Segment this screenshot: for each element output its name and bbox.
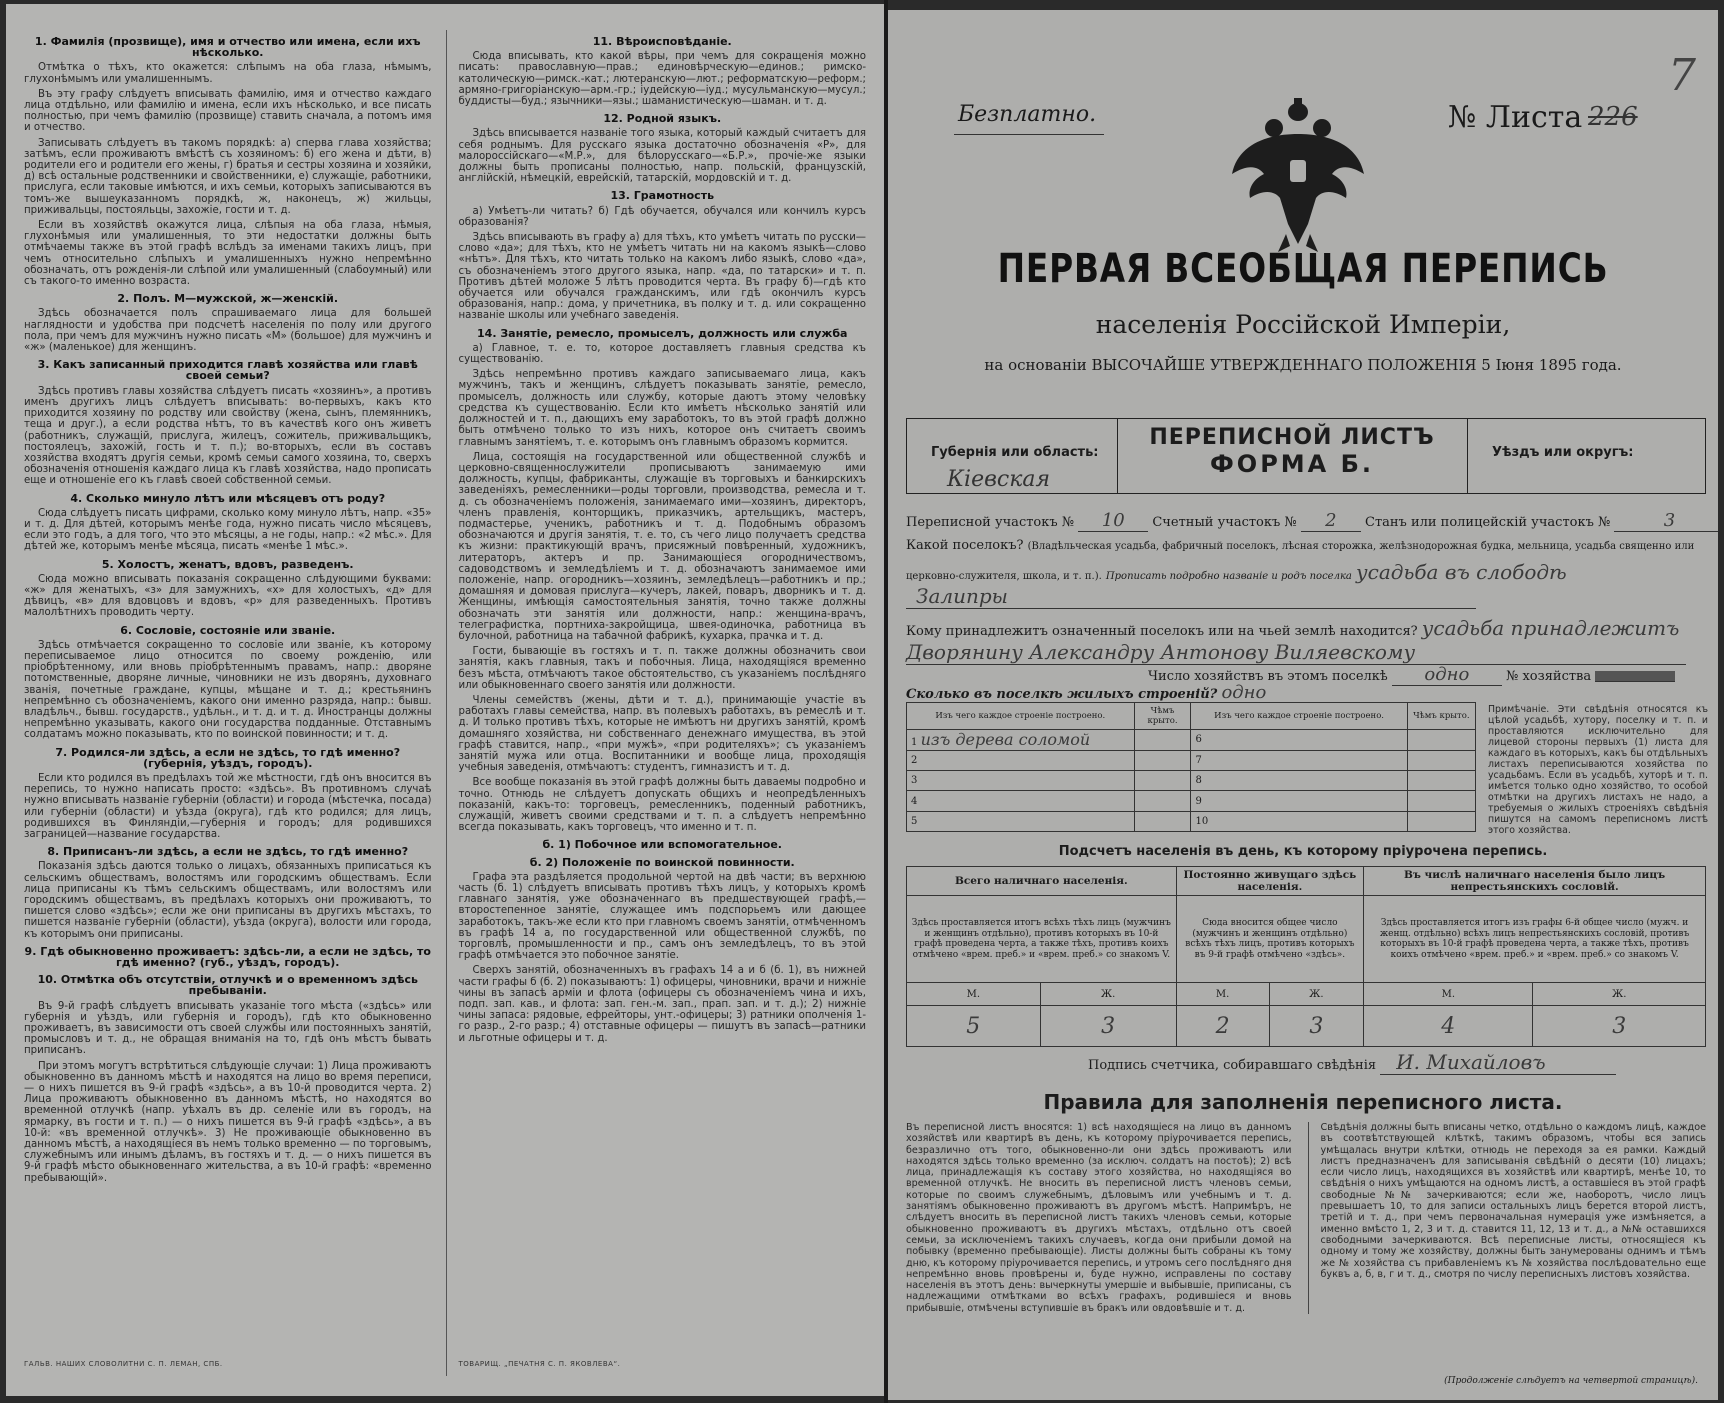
- header-box: [906, 418, 1706, 494]
- paragraph: Здѣсь вписывается названіе того языка, который каждый считаетъ для себя роднымъ. Для русскаго языка достаточно обозначенія «Р», для малороссійскаго—«М.Р.», для бѣлорусскаго—«Б.Р.», прочіе-же языки должны быть прописаны полностью, напр. польскій, французскій, англійскій, нѣмецкій, еврейскій, татарскій, мордовскій и т. д.: [458, 128, 866, 185]
- guberniya-label: Губернія или область:: [931, 445, 1099, 460]
- signature-line: Подпись счетчика, собиравшаго свѣдѣнія И. Михайловъ: [1088, 1050, 1616, 1075]
- paragraph: При этомъ могутъ встрѣтиться слѣдующіе случаи: 1) Лица проживаютъ обыкновенно въ данномъ мѣстѣ и находятся на лицо во время переписи, — о нихъ пишется въ 9-й графѣ «здѣсь», а въ 10-й проводится черта. 2) Лица проживаютъ обыкновенно въ данномъ мѣстѣ, но находятся во временной отлучкѣ (напр. уѣхалъ въ др. селеніе или въ городъ, на ярмарку, въ гости и т. п.) — о нихъ пишется въ 9-й графѣ «здѣсь», а въ 10-й: «въ временной отлучкѣ». 3) Не проживающіе обыкновенно въ данномъ мѣстѣ, а находящіеся въ немъ только временно — по торговымъ, служебнымъ или инымъ дѣламъ, въ гостяхъ и т. д. — о нихъ пишется въ 9-й графѣ мѣсто обыкновеннаго жительства, а въ 10-й графѣ: «временно пребывающій».: [24, 1060, 432, 1184]
- list-title-cell: [1117, 419, 1467, 493]
- settlement-line-2: церковно-служителя, школа, и т. п.). Прописать подробно названіе и родъ поселка усадьба въ слободѣ: [906, 560, 1567, 584]
- table-row: 4 9: [907, 791, 1476, 811]
- paragraph: Лица, состоящія на государственной или общественной службѣ и церковно-священнослужители прописываютъ занимаемую ими должность, купцы, фабриканты, служащіе въ торговыхъ и банкирскихъ заведеніяхъ, ремесленники—роды торговли, производства, ремесла и т. д. съ обозначеніемъ положенія, занимаемаго ими—хозяинъ, директоръ, членъ правленія, конторщикъ, приказчикъ, артельщикъ, мастеръ, подмастерье, ученикъ, работникъ и т. д. Подобнымъ образомъ обозначаются и другія занятія, т. е. то, съ чего лицо получаетъ средства къ жизни: практикующій врачъ, присяжный повѣренный, художникъ, литераторъ, актеръ и пр. Занимающіеся огородничествомъ, садоводствомъ и земледѣліемъ и т. д. обозначаютъ занимаемое ими положеніе, напр. огородникъ—хозяинъ, земледѣлецъ—работникъ и пр.; домашняя и домовая прислуга—кучеръ, лакей, поваръ, дворникъ и т. д. Женщины, имѣющія самостоятельныя занятія, точно также должны обозначать эти занятія или должности, напр.: женщина-врачъ, телеграфистка, портниха-закройщица, швея-одиночка, работница въ булочной, работница на табачной фабрикѣ, кухарка, прачка и т. д.: [458, 451, 866, 642]
- free-label: Безплатно.: [958, 102, 1097, 127]
- paragraph: Все вообще показанія въ этой графѣ должны быть даваемы подробно и точно. Отнюдь не слѣдуетъ допускать общихъ и неопредѣленныхъ показаній, какъ-то: торговецъ, ремесленникъ, поденный работникъ, служащій, живетъ своими средствами и т. п. а слѣдуетъ непремѣнно всегда показывать, какъ торговецъ, что именно и т. п.: [458, 777, 866, 834]
- form-subtitle: населенія Россійской Имперіи,: [1095, 310, 1511, 339]
- household-count-value: одно: [1392, 664, 1502, 686]
- resident-male: 2: [1176, 1006, 1269, 1047]
- census-district-value: 10: [1078, 510, 1148, 532]
- paragraph: Графа эта раздѣляется продольной чертой на двѣ части; въ верхнюю часть (б. 1) слѣдуетъ вписывать противъ тѣхъ лицъ, у которыхъ кромѣ главнаго занятія, уже обозначеннаго въ предшествующей графѣ,—второстепенное занятіе, служащее имъ подспорьемъ или дающее заработокъ, такъ-же если кто при главномъ своемъ занятіи, отмѣченномъ въ графѣ 14 а, по государственной или общественной службѣ, по торговлѣ, промышленности и пр., самъ онъ земледѣлецъ, то въ этой графѣ отмѣчается это побочное занятіе.: [458, 871, 866, 962]
- police-district-value: 3: [1614, 510, 1718, 532]
- section-heading: б. 1) Побочное или вспомогательное.: [542, 838, 782, 852]
- total-female: 3: [1040, 1006, 1176, 1047]
- section-heading: 7. Родился-ли здѣсь, а если не здѣсь, то гдѣ именно? (губернія, уѣздъ, городъ).: [55, 745, 401, 770]
- rules-column-1: Въ переписной листъ вносятся: 1) всѣ находящіеся на лицо въ данномъ хозяйствѣ или квартирѣ въ день, къ которому пріурочивается перепись, безразлично отъ того, обыкновенно-ли они здѣсь проживаютъ или находятся здѣсь только временно (за исключ. солдатъ на постоѣ); 2) всѣ лица, принадлежащія къ составу этого хозяйства, но находящіяся во временной отлучкѣ. Не вносить въ переписной листъ членовъ семьи, которые по своимъ служебнымъ, дѣловымъ или учебнымъ и т. д. занятіямъ обыкновенно проживаютъ въ другомъ мѣстѣ. Напримѣръ, не слѣдуетъ вносить въ переписной листъ такихъ членовъ семьи, которые обыкновенно проживаютъ въ другихъ мѣстахъ, отдѣльно отъ своей семьи, за исключеніемъ такихъ случаевъ, когда они прибыли домой на побывку (временно пребывающіе). Листы должны быть собраны къ тому дню, къ которому пріурочивается перепись, и утромъ сего послѣдняго дня непремѣнно вновь провѣрены и, буде нужно, исправлены по составу населенія въ этотъ день: вычеркнуты умершіе и выбывшіе, приписаны, съ надлежащими отмѣтками во всѣхъ графахъ, родившіеся и вновь прибывшіе, отмѣчены вступившіе въ бракъ или овдовѣвшіе и т. д.: [906, 1122, 1292, 1314]
- section-heading: 3. Какъ записанный приходится главѣ хозяйства или главѣ своей семьи?: [37, 358, 418, 383]
- buildings-table: Изъ чего каждое строеніе построено. Чѣмъ крыто. Изъ чего каждое строеніе построено. Чѣмъ крыто. 1 изъ дерева соломой 6 2 7 3 8 4 9 5 10: [906, 702, 1476, 832]
- section-heading: 5. Холостъ, женатъ, вдовъ, разведенъ.: [101, 557, 354, 571]
- settlement-value: усадьба въ слободѣ: [1356, 560, 1567, 584]
- owner-line: Кому принадлежитъ означенный поселокъ или на чьей землѣ находится? усадьба принадлежитъ: [906, 616, 1680, 640]
- list-title: ПЕРЕПИСНОЙ ЛИСТЪ: [1149, 425, 1435, 450]
- paragraph: а) Умѣетъ-ли читать? б) Гдѣ обучается, обучался или кончилъ курсъ образованія?: [458, 205, 866, 228]
- population-title: Подсчетъ населенія въ день, къ которому пріурочена перепись.: [1058, 844, 1548, 859]
- owner-value-2: Дворянину Александру Антонову Виляевскому: [906, 640, 1686, 665]
- form-title: ПЕРВАЯ ВСЕОБЩАЯ ПЕРЕПИСЬ: [997, 246, 1609, 292]
- section-heading: 2. Полъ. М—мужской, ж—женскій.: [117, 292, 339, 306]
- nonpeasant-male: 4: [1364, 1006, 1533, 1047]
- paragraph: Здѣсь противъ главы хозяйства слѣдуетъ писать «хозяинъ», а противъ именъ другихъ лицъ слѣдуетъ вписывать: во-первыхъ, какъ кто приходится хозяину по родству или свойству (жена, сынъ, племянникъ, теща и друг.), а если родства нѣтъ, то въ качествѣ кого онъ живетъ (работникъ, служащій, прислуга, жилецъ, сожитель, приживальщикъ, постоялецъ, захожій, гость и т. п.); во-вторыхъ, если въ составъ хозяйства входятъ другія семьи, кромѣ семьи самого хозяина, то, сверхъ обозначенія отношенія каждаго лица къ главѣ хозяйства, надо прописать еще и отношеніе его къ главѣ своей собственной семьи.: [24, 385, 432, 487]
- owner-value: усадьба принадлежитъ: [1421, 616, 1680, 640]
- section-heading: 1. Фамилія (прозвище), имя и отчество или имена, если ихъ нѣсколько.: [34, 35, 421, 60]
- uezd-label: Уѣздъ или округъ:: [1492, 445, 1634, 460]
- paragraph: Сюда слѣдуетъ писать цифрами, сколько кому минуло лѣтъ, напр. «35» и т. д. Для дѣтей, которымъ менѣе года, нужно писать число мѣсяцевъ, если это годъ, а для того, что это мѣсяцы, а не годы, напр.: «2 мѣс.». Для дѣтей же, которымъ менѣе мѣсяца, писать «менѣе 1 мѣс.».: [24, 507, 432, 553]
- paragraph: Члены семействъ (жены, дѣти и т. д.), принимающіе участіе въ работахъ главы семейства, напр. въ полевыхъ работахъ, въ ремеслѣ и т. д. И только противъ тѣхъ, которые не имѣютъ ни другихъ занятій, кромѣ домашняго хозяйства, ни собственнаго денежнаго имущества, въ этой графѣ ставится, напр., «при мужѣ», «при родителяхъ»; съ указаніемъ занятій мужа или отца. Воспитанники и вообще лица, проходящія учебныя заведенія, отмѣчаютъ: студентъ, гимназистъ и т. д.: [458, 694, 866, 774]
- uezd-cell: [1467, 419, 1708, 493]
- paragraph: Гости, бывающіе въ гостяхъ и т. п. также должны обозначить свои занятія, какъ главныя, такъ и побочныя. Лица, находящіяся временно безъ мѣста, отмѣчаютъ такое обстоятельство, съ указаніемъ послѣдняго или обыкновеннаго своего занятія или должности.: [458, 646, 866, 691]
- building-1-value: изъ дерева соломой: [920, 730, 1091, 750]
- form-b-title: ФОРМА Б.: [1209, 450, 1374, 478]
- section-heading: 9. Гдѣ обыкновенно проживаетъ: здѣсь-ли, а если не здѣсь, то гдѣ именно? (губ., уѣздъ, городъ).: [24, 944, 431, 970]
- sheet-number-value: 226: [1588, 102, 1638, 132]
- paragraph: Здѣсь отмѣчается сокращенно то сословіе или званіе, къ которому переписываемое лицо относится по своему рожденію, или пріобрѣтенному, или вновь пріобрѣтеннымъ правамъ, напр.: дворяне потомственные, дворяне личные, чиновники не изъ дворянъ, духовнаго званія, почетные граждане, купцы, мѣщане и т. д.; крестьянинъ непремѣнно съ обозначеніемъ, какого они именно разряда, напр.: бывш. владѣльч., бывш. государств., удѣльн., и т. д. и т. д. Иностранцы должны непремѣнно указывать, какого они государства подданные. Отставнымъ солдатамъ можно показывать, кто по воинской повинности; и т. д.: [24, 639, 432, 741]
- census-form-page: [888, 10, 1718, 1400]
- corner-number: 7: [1668, 50, 1696, 101]
- household-number-redacted: [1595, 671, 1675, 682]
- paragraph: Показанія здѣсь даются только о лицахъ, обязанныхъ приписаться къ сельскимъ обществамъ, волостямъ или городскимъ обществамъ. Если лица приписаны къ тѣмъ сельскимъ обществамъ, или волостямъ или городскимъ обществамъ, въ предѣлахъ которыхъ они проживаютъ, то пишется слово «здѣсь»; если же они приписаны въ другихъ мѣстахъ, то пишется названіе губерніи (области), уѣзда (округа), волости или города, къ которымъ они приписаны.: [24, 861, 432, 940]
- guberniya-cell: [907, 419, 1118, 493]
- section-heading: 10. Отмѣтка объ отсутствіи, отлучкѣ и о временномъ здѣсь пребываніи.: [37, 973, 418, 998]
- section-heading: 6. Сословіе, состояніе или званіе.: [120, 623, 336, 637]
- section-heading: 14. Занятіе, ремесло, промыселъ, должность или служба: [477, 326, 848, 340]
- section-heading: 8. Приписанъ-ли здѣсь, а если не здѣсь, то гдѣ именно?: [47, 845, 409, 859]
- owner-line-2: [906, 640, 1686, 665]
- table-row: 5 10: [907, 811, 1476, 831]
- paragraph: а) Главное, т. е. то, которое доставляетъ главныя средства къ существованію.: [458, 342, 866, 366]
- rules-column-2: Свѣдѣнія должны быть вписаны четко, отдѣльно о каждомъ лицѣ, каждое въ соотвѣтствующей клѣткѣ, такимъ образомъ, чтобы вся запись умѣщалась внутри клѣтки, отнюдь не переходя за ея рамки. Каждый листъ предназначенъ для записыванія свѣдѣній о десяти (10) лицахъ; если число лицъ, находящихся въ хозяйствѣ или квартирѣ, менѣе 10, то свѣдѣнія о нихъ умѣщаются на одномъ листѣ, а оставшіеся въ этой графѣ свободные №№ зачеркиваются; если же, наоборотъ, число лицъ превышаетъ 10, то для записи остальныхъ лицъ берется второй листъ, третій и т. д., при чемъ первоначальная нумерація уже измѣняется, а именно вмѣсто 1, 2, 3 и т. д. ставится 11, 12, 13 и т. д., а №№ оставшихся свободными зачеркиваются. Всѣ переписные листы, относящіеся къ одному и тому же хозяйству, должны быть занумерованы однимъ и тѣмъ же № хозяйства съ прибавленіемъ къ № хозяйства послѣдовательно еще буквъ а, б, в, г и т. д., смотря по числу переписныхъ листовъ хозяйства.: [1308, 1122, 1707, 1314]
- section-heading: 11. Вѣроисповѣданіе.: [592, 35, 732, 48]
- instructions-column-2: [446, 30, 867, 1376]
- section-heading: 13. Грамотность: [610, 189, 715, 203]
- settlement-line-3: [906, 584, 1476, 609]
- continuation-note: (Продолженіе слѣдуетъ на четвертой страницѣ).: [1444, 1376, 1698, 1386]
- printer-note: ГАЛЬВ. НАШИХ СЛОВОЛИТНИ С. П. ЛЕМАН, СПБ.: [24, 1359, 223, 1368]
- form-basis: на основаніи ВЫСОЧАЙШЕ УТВЕРЖДЕННАГО ПОЛОЖЕНІЯ 5 Іюня 1895 года.: [984, 356, 1622, 374]
- section-heading: 12. Родной языкъ.: [603, 112, 722, 126]
- sheet-number-label: № Листа: [1448, 100, 1583, 135]
- paragraph: Записывать слѣдуетъ въ такомъ порядкѣ: а) сперва глава хозяйства; затѣмъ, если проживаютъ вмѣстѣ съ хозяиномъ: б) его жена и дѣти, в) родители его и родители его жены, г) братья и сестры хозяина и хозяйки, д) всѣ остальные родственники и свойственники, е) служащіе, работники, прислуга, если таковые имѣются, и ихъ семьи, которыхъ записываются въ томъ-же вышеуказанномъ порядкѣ, ж, наконецъ, ж) жильцы, приживальцы, постояльцы, захожіе, гости и т. д.: [24, 137, 432, 216]
- section-heading: 4. Сколько минуло лѣтъ или мѣсяцевъ отъ роду?: [70, 491, 386, 505]
- printer-note: ТОВАРИЩ. „ПЕЧАТНЯ С. П. ЯКОВЛЕВА“.: [458, 1359, 621, 1368]
- resident-female: 3: [1269, 1006, 1364, 1047]
- rules-text: [906, 1122, 1706, 1314]
- free-underline: [954, 134, 1104, 135]
- guberniya-value: Кіевская: [947, 467, 1051, 492]
- paragraph: Если кто родился въ предѣлахъ той же мѣстности, гдѣ онъ вносится въ перепись, то нужно написать просто: «здѣсь». Въ противномъ случаѣ нужно вписывать названіе губерніи (области) и города (мѣстечка, посада) или губерніи (области) и уѣзда (округа), гдѣ кто родился; для лицъ, родившихся въ Финляндіи,—губернія и городъ; для родившихся заграницей—название государства.: [24, 772, 432, 840]
- left-page: [6, 4, 884, 1396]
- settlement-value-2: Залипры: [906, 584, 1476, 609]
- table-row: 3 8: [907, 771, 1476, 791]
- paragraph: Здѣсь непремѣнно противъ каждаго записываемаго лица, какъ мужчинъ, такъ и женщинъ, слѣдуетъ показывать занятіе, ремесло, промыселъ, должность или службу, которые даютъ этому человѣку средства къ существованію. Если кто имѣетъ нѣсколько занятій или должностей и т. п., дающихъ ему заработокъ, то въ этой графѣ должно быть отмѣчено только то изъ нихъ, которое онъ считаетъ своимъ главнымъ занятіемъ, т. е. которымъ онъ главнымъ образомъ кормится.: [458, 369, 866, 448]
- paragraph: Сверхъ занятій, обозначенныхъ въ графахъ 14 а и б (б. 1), въ нижней части графы б (б. 2) показываютъ: 1) офицеры, чиновники, врачи и нижніе чины въ запасѣ арміи и флота (офицеры съ обозначеніемъ чина и ихъ, подп. зап. кав., и флота: зап. ген.-м. зап., прап. зап. и т. д.); 2) нижніе чины запаса: рядовые, ефрейторы, унт.-офицеры; 3) ратники ополченія 1-го разр., 2-го разр.; 4) отставные офицеры — пишутъ въ запасѣ—ратники и льготные офицеры и т. д.: [458, 965, 866, 1044]
- section-heading: б. 2) Положеніе по воинской повинности.: [529, 855, 795, 869]
- enumerator-signature: И. Михайловъ: [1380, 1050, 1616, 1075]
- population-values-row: [907, 1006, 1706, 1047]
- district-line: Переписной участокъ № 10 Счетный участокъ № 2 Станъ или полицейскій участокъ № 3: [906, 510, 1718, 532]
- instructions-column-1: [24, 30, 432, 1376]
- double-headed-eagle-icon: [1228, 94, 1368, 254]
- population-table: Всего наличнаго населенія. Постоянно живущаго здѣсь населенія. Въ числѣ наличнаго населенія было лицъ непрестьянскихъ сословій. Здѣсь проставляется итогъ всѣхъ тѣхъ лицъ (мужчинъ и женщинъ отдѣльно), противъ которыхъ въ 10-й графѣ проведена черта, а также тѣхъ, противъ коихъ отмѣчено «врем. преб.» и «врем. преб.» со знакомъ V. Сюда вносится общее число (мужчинъ и женщинъ отдѣльно) всѣхъ тѣхъ лицъ, противъ которыхъ въ 9-й графѣ отмѣчено «здѣсь». Здѣсь проставляется итогъ изъ графы 6-й общее число (мужч. и женщ. отдѣльно) всѣхъ лицъ непрестьянскихъ сословій, противъ которыхъ въ 10-й графѣ проведена черта, а также тѣхъ, противъ коихъ отмѣчено «врем. преб.» и «врем. преб.» со знакомъ V. М. Ж. М. Ж. М. Ж. 5 3 2 3 4 3: [906, 866, 1706, 1047]
- nonpeasant-female: 3: [1533, 1006, 1706, 1047]
- total-male: 5: [907, 1006, 1041, 1047]
- rules-title: Правила для заполненія переписного листа.: [1043, 1090, 1563, 1114]
- paragraph: Отмѣтка о тѣхъ, кто окажется: слѣпымъ на оба глаза, нѣмымъ, глухонѣмымъ или умалишеннымъ.: [24, 62, 432, 85]
- table-row: 2 7: [907, 750, 1476, 770]
- household-count-line: Число хозяйствъ въ этомъ поселкѣ одно № хозяйства: [1148, 664, 1675, 686]
- paragraph: Сюда можно вписывать показанія сокращенно слѣдующими буквами: «ж» для женатыхъ, «з» для замужнихъ, «х» для холостыхъ, «д» для дѣвицъ, «в» для вдовцовъ и вдовъ, «р» для разведенныхъ. Противъ малолѣтнихъ проводить черту.: [24, 573, 432, 619]
- paragraph: Въ 9-й графѣ слѣдуетъ вписывать указаніе того мѣста («здѣсь» или губернія и уѣздъ, или губернія и городъ), гдѣ кто обыкновенно проживаетъ, въ зависимости отъ своей службы или постоянныхъ занятій, промысловъ и т. д., не обращая вниманія на то, гдѣ онъ мѣстъ бывать приписанъ.: [24, 1000, 432, 1057]
- paragraph: Если въ хозяйствѣ окажутся лица, слѣпыя на оба глаза, нѣмыя, глухонѣмыя или умалишенныя, то эти недостатки должны быть отмѣчаемы также въ этой графѣ вслѣдъ за именами такихъ лицъ, при чемъ относительно слѣпыхъ и умалишенныхъ нужно непремѣнно обозначать, отъ рожденія-ли слѣпой или умалишенный (слабоумный) или съ такого-то именно возраста.: [24, 220, 432, 288]
- buildings-note: Примѣчаніе. Эти свѣдѣнія относятся къ цѣлой усадьбѣ, хутору, поселку и т. п. и проставляются исключительно для лицевой стороны первыхъ (1) листа для каждаго въ которыхъ, какъ бы отдѣльныхъ листахъ переписываются хозяйства по усадьбамъ. Если въ усадьбѣ, хуторѣ и т. п. имѣется только одно хозяйство, то особой отмѣтки на другихъ листахъ не надо, а требуемыя о жилыхъ строеніяхъ свѣдѣнія пишутся на самомъ переписномъ листѣ этого хозяйства.: [1488, 704, 1708, 836]
- paragraph: Сюда вписывать, кто какой вѣры, при чемъ для сокращенія можно писать: православную—прав.; единовѣрческую—единов.; римско-католическую—римск.-кат.; лютеранскую—лют.; реформатскую—реформ.; армяно-григоріанскую—арм.-гр.; іудейскую—іуд.; мусульманскую—мусул.; буддисты—буд.; язычники—язы.; шаманистическую—шаман. и т. д.: [458, 51, 866, 108]
- buildings-value: одно: [1221, 682, 1267, 703]
- count-district-value: 2: [1301, 510, 1361, 532]
- paragraph: Здѣсь вписывають въ графу а) для тѣхъ, кто умѣетъ читать по русски—слово «да»; для тѣхъ, кто не умѣетъ читать ни на какомъ языкѣ—слово «нѣтъ». Для тѣхъ, кто читать только на какомъ либо языкѣ, слово «да», съ обозначеніемъ этого другого языка, напр. «да, по татарски» и т. п. Противъ дѣтей моложе 5 лѣтъ проводится черта. Въ графу б)—гдѣ кто обучается или обучался гражданскимъ, или гдѣ окончилъ курсъ образованія, напр.: дома, у причетника, въ полку и т. д. или сокращенно названіе школы или учебнаго заведенія.: [458, 232, 866, 322]
- table-row: 1 изъ дерева соломой 6: [907, 729, 1476, 750]
- buildings-line: Сколько въ поселкѣ жилыхъ строеній? одно: [906, 682, 1267, 703]
- paragraph: Въ эту графу слѣдуетъ вписывать фамилію, имя и отчество каждаго лица отдѣльно, или фамилію и имена, если ихъ нѣсколько, и все писать полностью, при чемъ фамилію (прозвище) ставить сначала, а потомъ имя и отчество.: [24, 88, 432, 134]
- paragraph: Здѣсь обозначается полъ спрашиваемаго лица для большей наглядности и удобства при подсчетѣ населенія по полу или другого пола, при чемъ для мужчинъ нужно писать «М» (большое) для мужчинъ и «ж» (маленькое) для женщинъ.: [24, 308, 432, 354]
- settlement-line: Какой поселокъ? (Владѣльческая усадьба, фабричный поселокъ, лѣсная сторожка, желѣзнодорожная будка, мельница, усадьба священно или: [906, 538, 1695, 553]
